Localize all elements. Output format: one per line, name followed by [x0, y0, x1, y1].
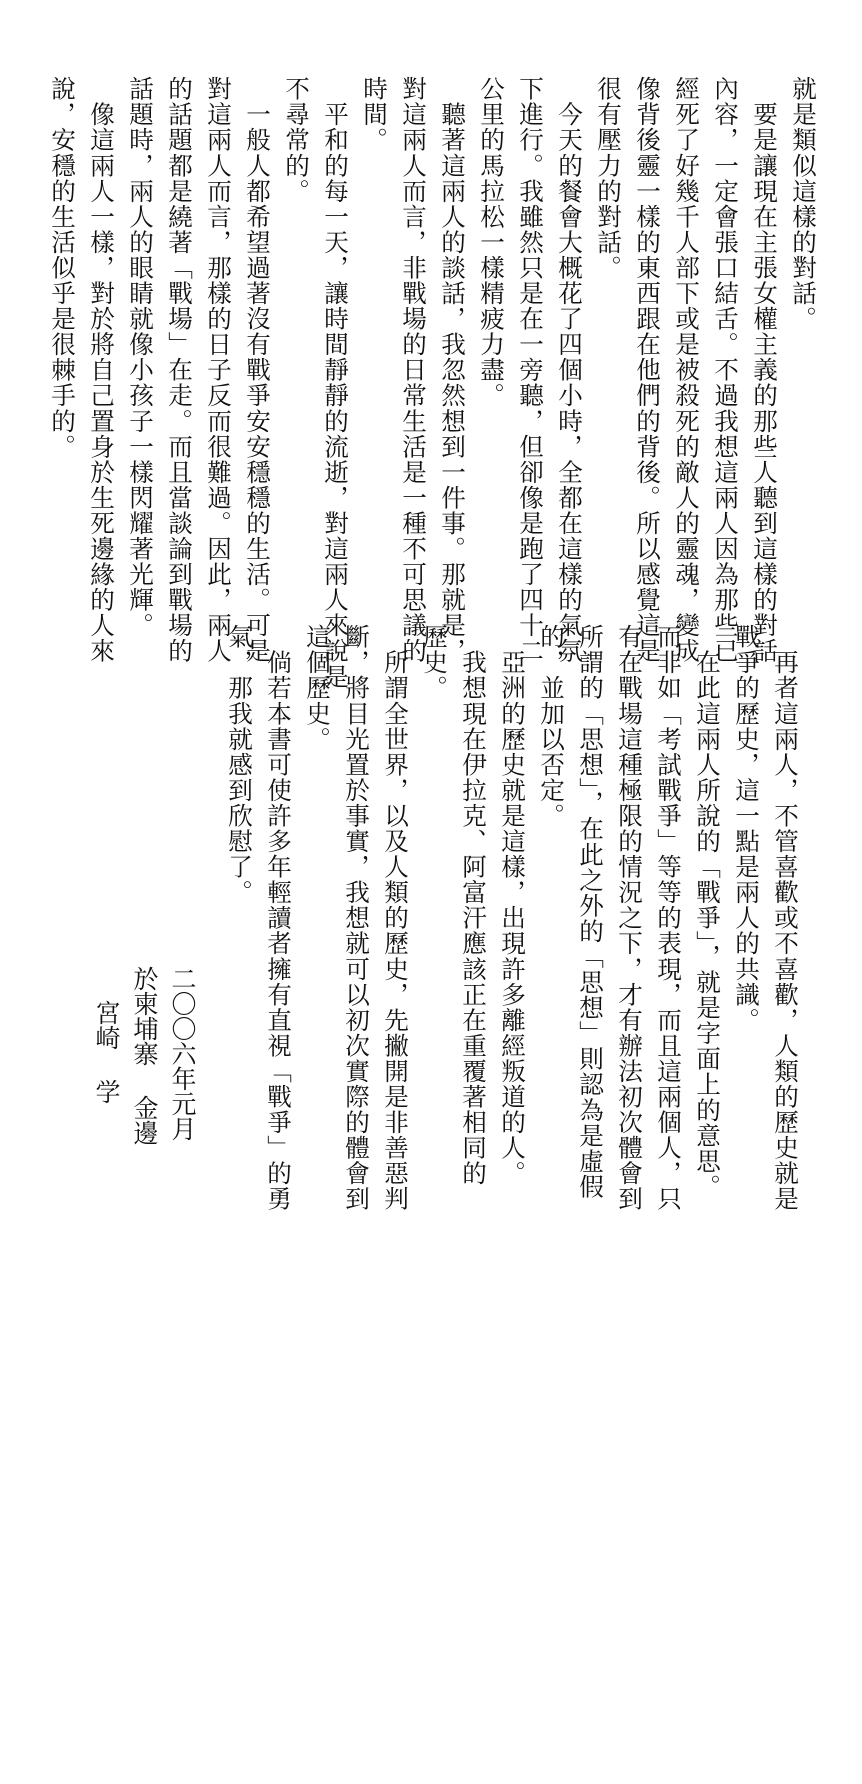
text-column: 聽著這兩人的談話，我忽然想到一件事。那就是， — [438, 76, 467, 664]
text-column: 再者這兩人，不管喜歡或不喜歡，人類的歷史就是 — [771, 624, 800, 1212]
signature-date: 二〇〇六年元月 — [168, 966, 197, 1141]
text-column: 像背後靈一樣的東西跟在他們的背後。所以感覺這是 — [633, 76, 662, 664]
text-column: 對這兩人而言，非戰場的日常生活是一種不可思議的 — [399, 76, 428, 664]
text-column: 倘若本書可使許多年輕讀者擁有直視「戰爭」的勇 — [264, 624, 293, 1212]
text-column: 話題時，兩人的眼睛就像小孩子一樣閃耀著光輝。 — [126, 76, 155, 639]
text-column: 的，並加以否定。 — [537, 624, 566, 829]
text-column: 今天的餐會大概花了四個小時，全都在這樣的氣氛 — [555, 76, 584, 664]
text-column: 時間。 — [360, 76, 389, 153]
text-column: 亞洲的歷史就是這樣，出現許多離經叛道的人。 — [498, 624, 527, 1187]
text-column: 不尋常的。 — [282, 76, 311, 204]
text-column: 歷史。 — [420, 624, 449, 701]
text-column: 下進行。我雖然只是在一旁聽，但卻像是跑了四十二 — [516, 76, 545, 664]
text-column: 對這兩人而言，那樣的日子反而很難過。因此，兩人 — [204, 76, 233, 664]
text-column: 而非如「考試戰爭」等等的表現，而且這兩個人，只 — [654, 624, 683, 1212]
text-column: 所謂的「思想」，在此之外的「思想」則認為是虛假 — [576, 624, 605, 1200]
text-column: 就是類似這樣的對話。 — [789, 76, 818, 332]
text-column: 內容，一定會張口結舌。不過我想這兩人因為那些已 — [711, 76, 740, 664]
text-column: 經死了好幾千人部下或是被殺死的敵人的靈魂，變成 — [672, 76, 701, 664]
text-column: 公里的馬拉松一樣精疲力盡。 — [477, 76, 506, 409]
text-column: 要是讓現在主張女權主義的那些人聽到這樣的對話 — [750, 76, 779, 664]
text-column: 的話題都是繞著「戰場」在走。而且當談論到戰場的 — [165, 76, 194, 664]
text-column: 有在戰場這種極限的情況之下，才有辦法初次體會到 — [615, 624, 644, 1212]
text-column: 說，安穩的生活似乎是很棘手的。 — [48, 76, 77, 460]
signature-author: 宮崎 学 — [92, 1000, 121, 1104]
text-column: 所謂全世界，以及人類的歷史，先撇開是非善惡判 — [381, 624, 410, 1212]
text-column: 戰爭的歷史，這一點是兩人的共識。 — [732, 624, 761, 1033]
text-column: 斷，將目光置於事實，我想就可以初次實際的體會到 — [342, 624, 371, 1212]
text-column: 一般人都希望過著沒有戰爭安安穩穩的生活。可是 — [243, 76, 272, 664]
text-column: 像這兩人一樣，對於將自己置身於生死邊緣的人來 — [87, 76, 116, 664]
text-column: 我想現在伊拉克、阿富汗應該正在重覆著相同的 — [459, 624, 488, 1187]
text-column: 在此這兩人所說的「戰爭」，就是字面上的意思。 — [693, 624, 722, 1200]
signature-place: 於柬埔寨 金邊 — [130, 966, 159, 1145]
text-column: 平和的每一天，讓時間靜靜的流逝，對這兩人來說是 — [321, 76, 350, 690]
text-column: 這個歷史。 — [303, 624, 332, 752]
text-column: 很有壓力的對話。 — [594, 76, 623, 281]
text-column: 氣，那我就感到欣慰了。 — [225, 624, 254, 906]
